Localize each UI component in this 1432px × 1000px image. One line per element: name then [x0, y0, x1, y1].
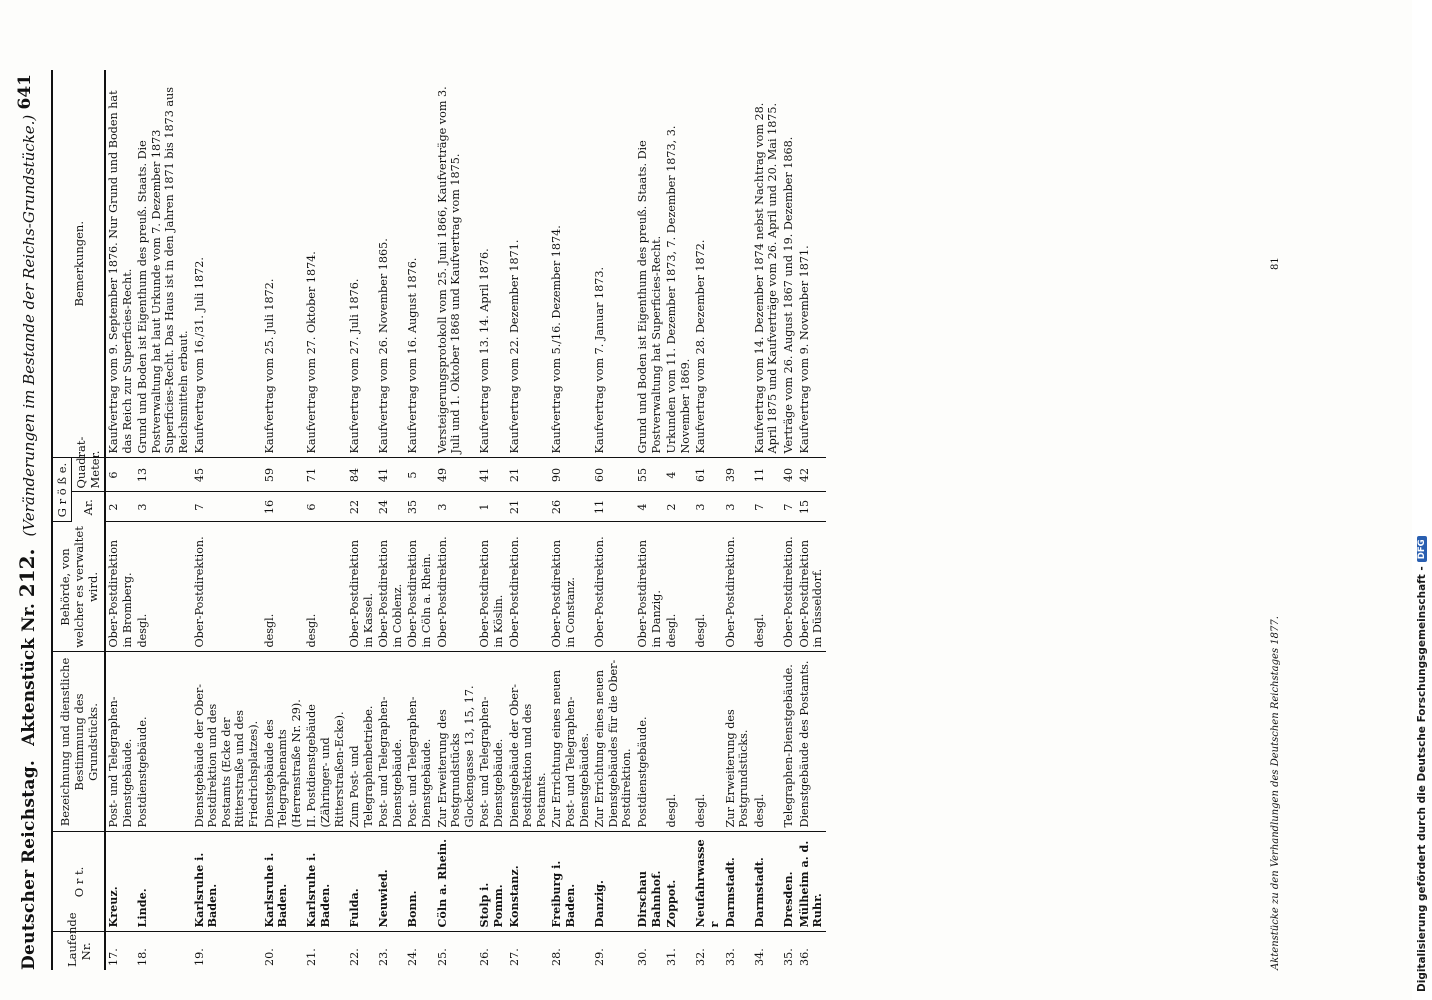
header-left: Deutscher Reichstag. [19, 759, 39, 970]
dfg-credit-text: Digitalisierung gefördert durch die Deutsche Forschungsgemeinschaft - [1416, 566, 1428, 992]
row-ort: Karlsruhe i. Baden. [304, 832, 347, 932]
header-mid: Aktenstück Nr. [19, 603, 39, 746]
row-ar: 3 [723, 492, 752, 522]
row-qm: 55 [635, 458, 664, 492]
row-behoerde: Ober-Postdirektion in Cöln a. Rhein. [405, 522, 434, 652]
row-ort: Bonn. [405, 832, 434, 932]
row-behoerde: desgl. [304, 522, 347, 652]
row-qm: 42 [797, 458, 826, 492]
table-row [192, 70, 262, 970]
row-ort: Darmstadt. [752, 832, 781, 932]
col-header-nr: Laufende Nr. [52, 932, 105, 970]
table-row [477, 70, 506, 970]
header-right: (Veränderungen im Bestande der Reichs-Grundstücke.) [20, 114, 38, 537]
row-qm: 61 [693, 458, 722, 492]
row-nr: 30. [635, 948, 649, 966]
table-row [304, 70, 347, 970]
row-nr: 34. [752, 948, 766, 966]
row-bezeichnung: desgl. [664, 652, 693, 832]
row-ar: 3 [693, 492, 722, 522]
row-behoerde: Ober-Postdirektion. [723, 522, 752, 652]
row-bemerkungen: Verträge vom 26. August 1867 und 19. Dezember 1868. [781, 70, 797, 458]
row-ar: 7 [752, 492, 781, 522]
row-bemerkungen: Kaufvertrag vom 9. September 1876. Nur Grund und Boden hat das Reich zur Superficies-Recht. [105, 70, 135, 458]
row-nr: 32. [694, 948, 708, 966]
row-behoerde: Ober-Postdirektion. [592, 522, 635, 652]
row-bezeichnung: Zur Erweiterung des Postgrundstücks Glockengasse 13, 15, 17. [435, 652, 478, 832]
row-bemerkungen: Grund und Boden ist Eigenthum des preuß. Staats. Die Postverwaltung hat Superficies-Recht. [635, 70, 664, 458]
row-bezeichnung: desgl. [693, 652, 722, 832]
row-ar: 7 [781, 492, 797, 522]
col-header-ort: O r t. [52, 832, 105, 932]
row-bemerkungen: Kaufvertrag vom 5./16. Dezember 1874. [549, 70, 592, 458]
table-header-row [52, 70, 72, 970]
page-header [15, 70, 47, 970]
row-nr: 25. [435, 948, 449, 966]
row-bezeichnung: Post- und Telegraphen-Dienstgebäude. [376, 652, 405, 832]
row-bezeichnung: Zur Errichtung eines neuen Post- und Telegraphen-Dienstgebäudes. [549, 652, 592, 832]
row-behoerde: Ober-Postdirektion in Bromberg. [105, 522, 135, 652]
row-qm: 4 [664, 458, 693, 492]
row-qm: 45 [192, 458, 262, 492]
row-ar: 4 [635, 492, 664, 522]
row-nr: 33. [723, 948, 737, 966]
row-bezeichnung: Postdienstgebäude. [135, 652, 191, 832]
row-ort: Neuwied. [376, 832, 405, 932]
row-bemerkungen: Kaufvertrag vom 16./31. Juli 1872. [192, 70, 262, 458]
col-header-groesse: G r ö ß e. [52, 458, 72, 522]
row-behoerde: Ober-Postdirektion. [507, 522, 550, 652]
row-behoerde: Ober-Postdirektion in Danzig. [635, 522, 664, 652]
row-bezeichnung: Zum Post- und Telegraphenbetriebe. [347, 652, 376, 832]
row-bezeichnung: Dienstgebäude des Telegraphenamts (Herrenstraße Nr. 29). [262, 652, 305, 832]
row-bezeichnung: Dienstgebäude der Ober-Postdirektion und des Postamts (Ecke der Ritterstraße und des Friedrichsplatzes). [192, 652, 262, 832]
row-qm: 60 [592, 458, 635, 492]
row-bemerkungen: Kaufvertrag vom 16. August 1876. [405, 70, 434, 458]
page-number: 641 [15, 74, 35, 110]
row-behoerde: desgl. [693, 522, 722, 652]
row-bemerkungen: Kaufvertrag vom 7. Januar 1873. [592, 70, 635, 458]
table-row [435, 70, 478, 970]
row-nr: 27. [507, 948, 521, 966]
col-header-behoerde: Behörde, von welcher es verwaltet wird. [52, 522, 105, 652]
row-qm: 39 [723, 458, 752, 492]
row-qm: 41 [477, 458, 506, 492]
row-bemerkungen [723, 70, 752, 458]
row-bemerkungen: Kaufvertrag vom 25. Juli 1872. [262, 70, 305, 458]
footer-note: Aktenstücke zu den Verhandlungen des Deutschen Reichstages 1877. [1270, 616, 1281, 970]
row-bezeichnung: Telegraphen-Dienstgebäude. [781, 652, 797, 832]
table-row [635, 70, 664, 970]
row-nr: 17. [107, 948, 120, 966]
table-row [592, 70, 635, 970]
row-behoerde: desgl. [262, 522, 305, 652]
table-row [347, 70, 376, 970]
row-qm: 49 [435, 458, 478, 492]
row-ort: Stolp i. Pomm. [477, 832, 506, 932]
row-nr: 28. [550, 948, 564, 966]
row-nr: 19. [192, 948, 206, 966]
row-qm: 84 [347, 458, 376, 492]
row-ar: 35 [405, 492, 434, 522]
row-bemerkungen: Kaufvertrag vom 9. November 1871. [797, 70, 826, 458]
row-behoerde: desgl. [664, 522, 693, 652]
row-behoerde: desgl. [752, 522, 781, 652]
table-row [105, 70, 135, 970]
table-row [549, 70, 592, 970]
row-bezeichnung: Post- und Telegraphen-Dienstgebäude. [477, 652, 506, 832]
row-behoerde: desgl. [135, 522, 191, 652]
table-row [376, 70, 405, 970]
row-qm: 6 [105, 458, 135, 492]
header-number: 212. [15, 548, 39, 598]
row-ar: 11 [592, 492, 635, 522]
row-bezeichnung: desgl. [752, 652, 781, 832]
grundstuecke-table [51, 70, 826, 970]
row-behoerde: Ober-Postdirektion in Düsseldorf. [797, 522, 826, 652]
row-nr: 26. [478, 948, 492, 966]
row-ar: 16 [262, 492, 305, 522]
row-bezeichnung: Zur Erweiterung des Postgrundstücks. [723, 652, 752, 832]
row-qm: 59 [262, 458, 305, 492]
table-row [405, 70, 434, 970]
dfg-credit [1416, 2, 1428, 992]
row-ort: Konstanz. [507, 832, 550, 932]
table-row [507, 70, 550, 970]
col-header-bemerkungen: Bemerkungen. [52, 70, 105, 458]
row-bemerkungen: Kaufvertrag vom 14. Dezember 1874 nebst Nachtrag vom 28. April 1875 und Kaufverträge vom 26. April und 20. Mai 1875. [752, 70, 781, 458]
row-nr: 23. [377, 948, 391, 966]
row-bezeichnung: Dienstgebäude der Ober-Postdirektion und des Postamts. [507, 652, 550, 832]
row-nr: 35. [781, 948, 795, 966]
table-body [105, 70, 826, 970]
row-bezeichnung: Postdienstgebäude. [635, 652, 664, 832]
footer-page-number: 81 [1270, 257, 1281, 270]
row-ar: 1 [477, 492, 506, 522]
row-bemerkungen: Grund und Boden ist Eigenthum des preuß. Staats. Die Postverwaltung hat laut Urkunde vom 7. Dezember 1873 Superficies-Recht. Das Haus ist in den Jahren 1871 bis 1873 aus Reichsmitteln erbaut. [135, 70, 191, 458]
row-ar: 3 [435, 492, 478, 522]
row-ort: Fulda. [347, 832, 376, 932]
table-row [797, 70, 826, 970]
row-behoerde: Ober-Postdirektion. [781, 522, 797, 652]
row-qm: 11 [752, 458, 781, 492]
table-row [781, 70, 797, 970]
row-ort: Danzig. [592, 832, 635, 932]
table-row [664, 70, 693, 970]
row-ort: Cöln a. Rhein. [435, 832, 478, 932]
row-behoerde: Ober-Postdirektion in Constanz. [549, 522, 592, 652]
row-nr: 24. [406, 948, 420, 966]
row-ar: 2 [664, 492, 693, 522]
row-ar: 3 [135, 492, 191, 522]
row-bemerkungen: Urkunden vom 11. Dezember 1873, 7. Dezember 1873, 3. November 1869. [664, 70, 693, 458]
row-nr: 21. [305, 948, 319, 966]
row-behoerde: Ober-Postdirektion in Kassel. [347, 522, 376, 652]
row-ort: Mülheim a. d. Ruhr. [797, 832, 826, 932]
row-qm: 40 [781, 458, 797, 492]
rotated-sheet [15, 70, 1305, 970]
table-row [135, 70, 191, 970]
row-ort: Dirschau Bahnhof. [635, 832, 664, 932]
row-nr: 20. [262, 948, 276, 966]
row-ort: Kreuz. [105, 832, 135, 932]
row-ar: 2 [105, 492, 135, 522]
row-qm: 21 [507, 458, 550, 492]
row-ort: Karlsruhe i. Baden. [262, 832, 305, 932]
table-row [723, 70, 752, 970]
row-bezeichnung: II. Postdienstgebäude (Zähringer- und Ritterstraßen-Ecke). [304, 652, 347, 832]
col-header-ar: Ar. [72, 492, 106, 522]
row-behoerde: Ober-Postdirektion. [192, 522, 262, 652]
row-ort: Linde. [135, 832, 191, 932]
row-bezeichnung: Zur Errichtung eines neuen Dienstgebäudes für die Ober-Postdirektion. [592, 652, 635, 832]
row-bemerkungen: Kaufvertrag vom 22. Dezember 1871. [507, 70, 550, 458]
table-row [262, 70, 305, 970]
row-nr: 36. [797, 948, 811, 966]
row-qm: 41 [376, 458, 405, 492]
row-bezeichnung: Post- und Telegraphen-Dienstgebäude. [405, 652, 434, 832]
row-bemerkungen: Kaufvertrag vom 13. 14. April 1876. [477, 70, 506, 458]
row-nr: 31. [665, 948, 679, 966]
row-ar: 22 [347, 492, 376, 522]
row-ar: 21 [507, 492, 550, 522]
row-ort: Neufahrwasser [693, 832, 722, 932]
row-qm: 71 [304, 458, 347, 492]
row-nr: 18. [136, 948, 150, 966]
row-nr: 22. [348, 948, 362, 966]
row-bemerkungen: Kaufvertrag vom 28. Dezember 1872. [693, 70, 722, 458]
row-ort: Dresden. [781, 832, 797, 932]
row-ort: Karlsruhe i. Baden. [192, 832, 262, 932]
row-ort: Freiburg i. Baden. [549, 832, 592, 932]
row-nr: 29. [593, 948, 607, 966]
row-behoerde: Ober-Postdirektion in Köslin. [477, 522, 506, 652]
row-bezeichnung: Dienstgebäude des Postamts. [797, 652, 826, 832]
row-ort: Zoppot. [664, 832, 693, 932]
table-row [752, 70, 781, 970]
row-behoerde: Ober-Postdirektion. [435, 522, 478, 652]
table-row [693, 70, 722, 970]
dfg-logo-icon: DFG [1417, 536, 1427, 562]
row-qm: 5 [405, 458, 434, 492]
row-ar: 7 [192, 492, 262, 522]
col-header-meter: Quadrat-Meter. [72, 458, 106, 492]
row-ar: 26 [549, 492, 592, 522]
row-ar: 24 [376, 492, 405, 522]
row-ort: Darmstadt. [723, 832, 752, 932]
row-bemerkungen: Kaufvertrag vom 26. November 1865. [376, 70, 405, 458]
row-ar: 15 [797, 492, 826, 522]
row-bemerkungen: Kaufvertrag vom 27. Oktober 1874. [304, 70, 347, 458]
row-bemerkungen: Kaufvertrag vom 27. Juli 1876. [347, 70, 376, 458]
row-ar: 6 [304, 492, 347, 522]
col-header-bezeichnung: Bezeichnung und dienstliche Bestimmung des Grundstücks. [52, 652, 105, 832]
row-behoerde: Ober-Postdirektion in Coblenz. [376, 522, 405, 652]
row-qm: 90 [549, 458, 592, 492]
row-bezeichnung: Post- und Telegraphen-Dienstgebäude. [105, 652, 135, 832]
row-bemerkungen: Versteigerungsprotokoll vom 25. Juni 1866, Kaufverträge vom 3. Juli und 1. Oktober 1868 und Kaufvertrag vom 1875. [435, 70, 478, 458]
row-qm: 13 [135, 458, 191, 492]
